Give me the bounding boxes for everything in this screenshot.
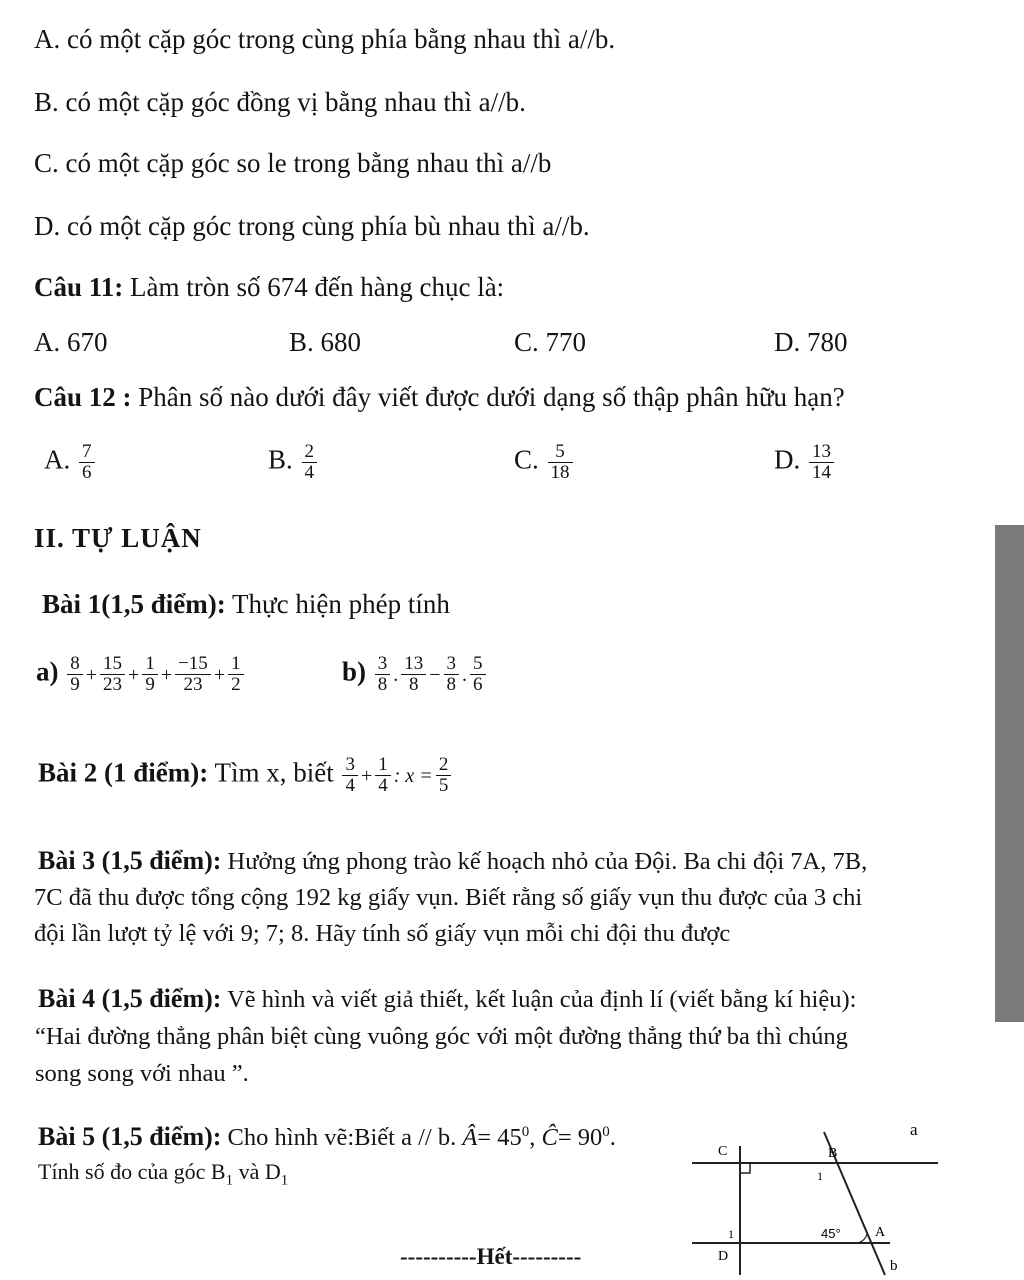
numerator: 3 bbox=[375, 654, 391, 675]
bai4-line1: Vẽ hình và viết giả thiết, kết luận của định lí (viết bằng kí hiệu): bbox=[221, 986, 857, 1013]
scrollbar-thumb[interactable] bbox=[995, 525, 1024, 1022]
q12-option-c bbox=[514, 442, 575, 483]
denominator: 23 bbox=[103, 674, 123, 695]
bai3-line2: 7C đã thu được tổng cộng 192 kg giấy vụn. Biết rằng số giấy vụn thu được của 3 chi bbox=[34, 884, 863, 911]
fraction bbox=[436, 755, 452, 796]
q12-option-d bbox=[774, 442, 836, 483]
bai1-a-label: a) bbox=[36, 656, 59, 687]
plus-sign: + bbox=[213, 663, 226, 686]
sub-d: 1 bbox=[280, 1172, 289, 1189]
q12-option-c-letter: C. bbox=[514, 444, 539, 475]
denominator: 9 bbox=[70, 674, 80, 695]
numerator: −15 bbox=[175, 654, 211, 675]
numerator: 1 bbox=[142, 654, 158, 675]
q12-option-d-fraction bbox=[809, 442, 834, 483]
q11-question bbox=[34, 270, 504, 304]
bai3-line1: Hưởng ứng phong trào kế hoạch nhỏ của Đội. Ba chi đội 7A, 7B, bbox=[221, 848, 868, 875]
q12-option-d-letter: D. bbox=[774, 444, 801, 475]
bai1-part-b bbox=[342, 654, 488, 695]
period: . bbox=[609, 1124, 616, 1152]
bai2-text: Tìm x, biết bbox=[208, 757, 341, 788]
angle-arc-a bbox=[855, 1234, 867, 1243]
plus-sign: + bbox=[360, 764, 373, 787]
bai4 bbox=[35, 980, 857, 1092]
label-d: D bbox=[718, 1249, 729, 1264]
denominator: 5 bbox=[438, 775, 449, 796]
denominator: 23 bbox=[183, 674, 203, 695]
minus-sign: − bbox=[429, 663, 441, 686]
q11-option-b: B. 680 bbox=[289, 327, 362, 357]
q11-option-a: A. 670 bbox=[34, 327, 108, 357]
footer-end-mark: ----------Hết--------- bbox=[400, 1244, 582, 1269]
label-b-point: B bbox=[828, 1146, 838, 1161]
q12-question bbox=[34, 380, 845, 414]
q12-option-a bbox=[44, 442, 97, 483]
q12-option-a-fraction bbox=[79, 442, 95, 483]
comma: , bbox=[529, 1124, 542, 1152]
numerator: 13 bbox=[809, 442, 834, 463]
bai1-heading bbox=[42, 587, 450, 621]
angle-c-value: = 90 bbox=[557, 1124, 603, 1152]
bai3-line3: đội lần lượt tỷ lệ với 9; 7; 8. Hãy tính số giấy vụn mỗi chi đội thu được bbox=[34, 920, 731, 947]
fraction bbox=[375, 654, 391, 695]
plus-sign: + bbox=[160, 663, 173, 686]
denominator: 8 bbox=[446, 674, 457, 695]
denominator: 4 bbox=[378, 775, 388, 796]
bai5-text: Cho hình vẽ:Biết a // b. bbox=[221, 1124, 463, 1152]
bai1-text: Thực hiện phép tính bbox=[225, 589, 450, 619]
fraction bbox=[142, 654, 158, 695]
label-45: 45° bbox=[821, 1226, 841, 1241]
fraction bbox=[342, 755, 358, 796]
numerator: 13 bbox=[401, 654, 426, 675]
q11-option-c: C. 770 bbox=[514, 327, 587, 357]
bai5-label: Bài 5 (1,5 điểm): bbox=[38, 1122, 222, 1152]
bai5-line2: Tính số đo của góc B bbox=[38, 1159, 226, 1185]
bai2 bbox=[38, 755, 453, 796]
numerator: 3 bbox=[444, 654, 460, 675]
denominator: 4 bbox=[304, 462, 315, 483]
bai5 bbox=[38, 1115, 616, 1198]
plus-sign: + bbox=[85, 663, 98, 686]
numerator: 5 bbox=[548, 442, 573, 463]
angle-a-value: = 45 bbox=[477, 1124, 522, 1152]
q10-option-d: D. có một cặp góc trong cùng phía bù nhau thì a//b. bbox=[34, 211, 590, 241]
angle-a-symbol: Â bbox=[462, 1124, 478, 1152]
label-a: a bbox=[910, 1120, 918, 1139]
denominator: 9 bbox=[145, 674, 155, 695]
label-a-point: A bbox=[875, 1225, 886, 1240]
angle-c-symbol: Ĉ bbox=[541, 1124, 558, 1152]
fraction bbox=[175, 654, 211, 695]
q10-option-b: B. có một cặp góc đồng vị bằng nhau thì a//b. bbox=[34, 87, 526, 117]
fraction bbox=[470, 654, 486, 695]
numerator: 1 bbox=[228, 654, 244, 675]
q11-text: Làm tròn số 674 đến hàng chục là: bbox=[123, 272, 505, 302]
plus-sign: + bbox=[128, 663, 140, 686]
label-b: b bbox=[890, 1258, 898, 1274]
degree-a: 0 bbox=[521, 1124, 530, 1140]
numerator: 2 bbox=[436, 755, 452, 776]
denominator: 18 bbox=[550, 462, 570, 483]
bai3-label: Bài 3 (1,5 điểm): bbox=[38, 846, 222, 875]
numerator: 7 bbox=[79, 442, 95, 463]
fraction bbox=[67, 654, 83, 695]
q12-text: Phân số nào dưới đây viết được dưới dạng số thập phân hữu hạn? bbox=[131, 382, 845, 412]
denominator: 4 bbox=[345, 775, 355, 796]
right-angle-mark bbox=[740, 1163, 750, 1173]
fraction bbox=[228, 654, 244, 695]
label-1-top: 1 bbox=[817, 1169, 823, 1183]
q12-option-b bbox=[268, 442, 319, 483]
denominator: 6 bbox=[473, 674, 483, 695]
numerator: 15 bbox=[100, 654, 125, 675]
q12-option-c-fraction bbox=[548, 442, 573, 483]
q10-option-a: A. có một cặp góc trong cùng phía bằng nhau thì a//b. bbox=[34, 24, 616, 54]
numerator: 8 bbox=[67, 654, 83, 675]
bai4-line3: song song với nhau ”. bbox=[35, 1060, 249, 1087]
bai2-label: Bài 2 (1 điểm): bbox=[38, 757, 209, 788]
bai4-label: Bài 4 (1,5 điểm): bbox=[38, 984, 222, 1013]
label-1-bottom: 1 bbox=[728, 1227, 734, 1241]
denominator: 6 bbox=[82, 462, 92, 483]
bai1-label: Bài 1(1,5 điểm): bbox=[42, 589, 226, 619]
section-title: II. TỰ LUẬN bbox=[34, 523, 202, 553]
degree-c: 0 bbox=[602, 1124, 610, 1140]
sub-b: 1 bbox=[225, 1172, 234, 1189]
dot-sign: . bbox=[393, 663, 399, 686]
bai4-line2: “Hai đường thẳng phân biệt cùng vuông góc với một đường thẳng thứ ba thì chúng bbox=[35, 1023, 848, 1050]
q11-label: Câu 11: bbox=[34, 272, 124, 302]
denominator: 14 bbox=[812, 462, 831, 483]
q11-option-d: D. 780 bbox=[774, 327, 848, 357]
numerator: 3 bbox=[342, 755, 358, 776]
numerator: 5 bbox=[470, 654, 486, 675]
q12-label: Câu 12 : bbox=[34, 382, 132, 412]
fraction bbox=[444, 654, 460, 695]
fraction bbox=[401, 654, 426, 695]
denominator: 8 bbox=[409, 674, 419, 695]
q10-option-c: C. có một cặp góc so le trong bằng nhau thì a//b bbox=[34, 148, 552, 178]
bai1-part-a bbox=[36, 654, 246, 695]
q12-option-b-fraction bbox=[302, 442, 318, 483]
denominator: 8 bbox=[377, 674, 388, 695]
dot-sign: . bbox=[462, 663, 468, 686]
q12-option-b-letter: B. bbox=[268, 444, 293, 475]
fraction bbox=[100, 654, 125, 695]
numerator: 1 bbox=[375, 755, 391, 776]
fraction bbox=[375, 755, 391, 796]
bai1-b-label: b) bbox=[342, 656, 367, 687]
q12-option-a-letter: A. bbox=[44, 444, 71, 475]
geometry-figure bbox=[690, 1110, 950, 1280]
bai5-line2-mid: và D bbox=[233, 1159, 281, 1185]
numerator: 2 bbox=[302, 442, 318, 463]
denominator: 2 bbox=[231, 674, 241, 695]
label-c: C bbox=[718, 1144, 728, 1159]
colon-x-equals: : x = bbox=[393, 764, 433, 787]
bai3 bbox=[34, 843, 868, 952]
